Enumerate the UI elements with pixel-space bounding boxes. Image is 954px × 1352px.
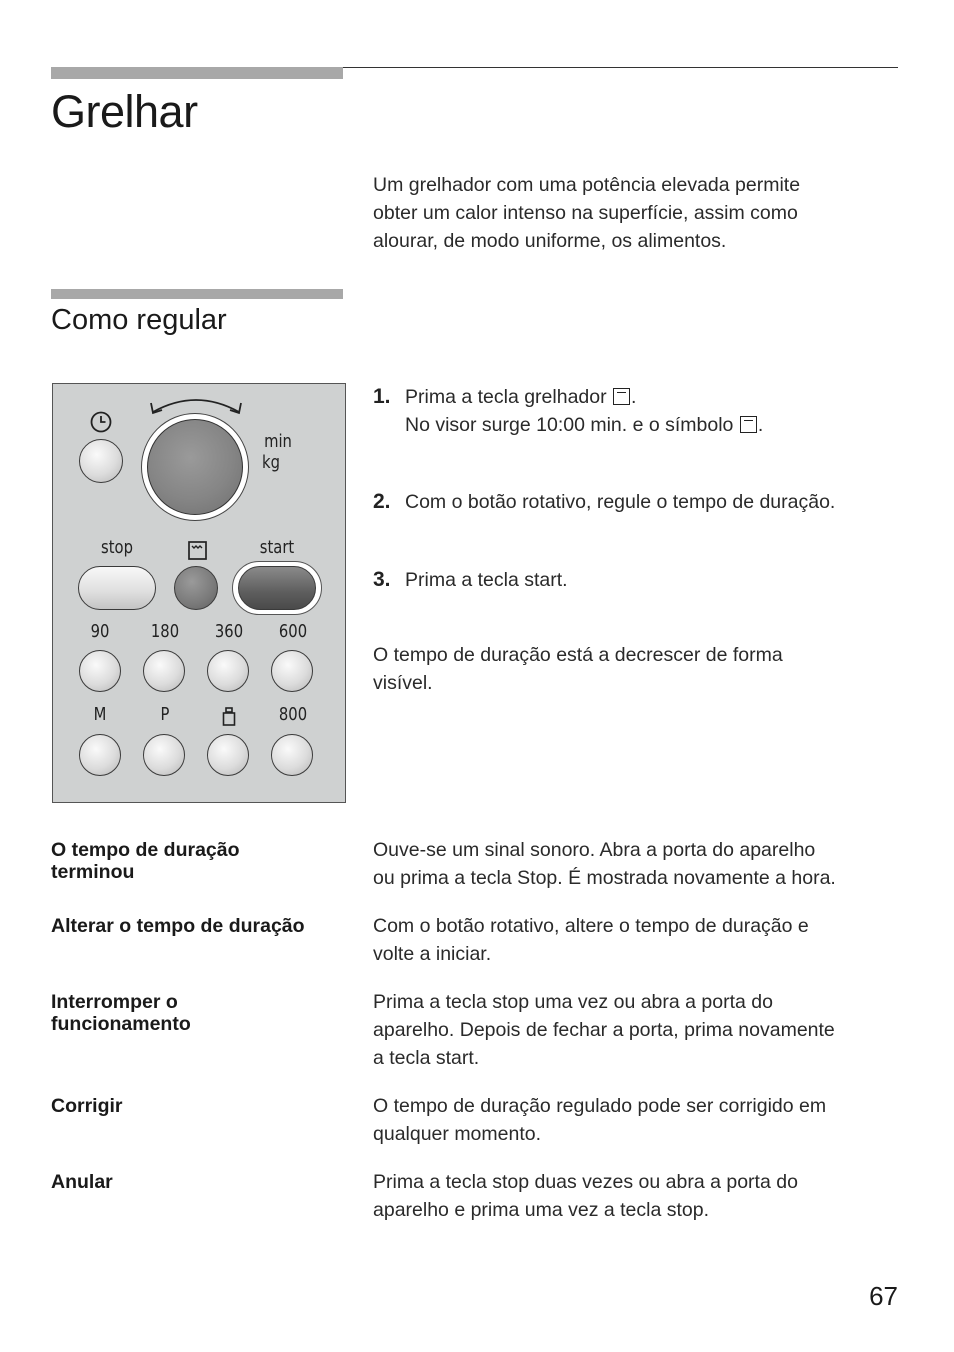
control-panel [52,383,346,803]
text-line: Prima a tecla stop uma vez ou abra a porta do [373,991,773,1013]
info-label [51,839,351,883]
page-title: Grelhar [51,86,198,137]
header-rule [343,67,898,68]
grill-button[interactable] [174,566,218,610]
countdown-line: visível. [373,672,433,694]
clock-icon [89,410,113,434]
step-text: Com o botão rotativo, regule o tempo de duração. [405,491,836,513]
label-line: funcionamento [51,1013,191,1035]
text-line: a tecla start. [373,1047,480,1069]
step-number: 2. [373,490,391,513]
weight-icon [222,707,236,727]
text-line: Com o botão rotativo, altere o tempo de duração e [373,915,809,937]
memory-label: M [93,704,107,725]
text-line: aparelho. Depois de fechar a porta, prima novamente [373,1019,835,1041]
info-text [373,988,913,1072]
clock-button[interactable] [79,439,123,483]
intro-line: Um grelhador com uma potência elevada permite [373,174,801,196]
step-line: No visor surge 10:00 min. e o símbolo [405,414,734,436]
label-line: Alterar o tempo de duração [51,915,305,937]
memory-button[interactable] [79,734,121,776]
intro-paragraph [373,171,903,255]
label-line: O tempo de duração [51,839,240,861]
program-button[interactable] [143,734,185,776]
text-line: Prima a tecla stop duas vezes ou abra a porta do [373,1171,798,1193]
rotary-knob[interactable] [147,419,243,515]
stop-label: stop [101,537,133,558]
step-line-end: . [631,386,637,408]
info-label [51,991,351,1035]
step-line: Prima a tecla grelhador [405,386,607,408]
step-1 [373,383,903,439]
step-3 [373,566,903,594]
label-line: Corrigir [51,1095,123,1117]
power-90-label: 90 [90,621,110,642]
power-180-label: 180 [150,621,180,642]
countdown-note [373,641,903,697]
step-line-end: . [757,414,764,436]
start-button[interactable] [238,566,316,610]
power-180-button[interactable] [143,650,185,692]
kg-label: kg [262,452,280,473]
info-text [373,1092,913,1148]
text-line: O tempo de duração regulado pode ser corrigido em [373,1095,827,1117]
grill-symbol-icon [740,416,757,433]
step-number: 1. [373,385,391,408]
text-line: ou prima a tecla Stop. É mostrada novamente a hora. [373,867,836,889]
start-label: start [259,537,295,558]
text-line: qualquer momento. [373,1123,542,1145]
info-text [373,1168,913,1224]
text-line: Ouve-se um sinal sonoro. Abra a porta do aparelho [373,839,816,861]
power-360-label: 360 [214,621,244,642]
intro-line: alourar, de modo uniforme, os alimentos. [373,230,727,252]
label-line: Anular [51,1171,113,1193]
step-number: 3. [373,568,391,591]
section-bar [51,289,343,299]
power-600-button[interactable] [271,650,313,692]
grill-icon [188,541,207,560]
title-bar [51,67,343,79]
label-line: terminou [51,861,135,883]
text-line: volte a iniciar. [373,943,492,965]
power-600-label: 600 [278,621,308,642]
info-text [373,912,913,968]
info-label [51,915,361,937]
step-text: Prima a tecla start. [405,569,568,591]
power-800-label: 800 [278,704,308,725]
min-label: min [264,431,292,452]
info-text [373,836,913,892]
program-label: P [160,704,170,725]
power-90-button[interactable] [79,650,121,692]
weight-button[interactable] [207,734,249,776]
page-number: 67 [869,1281,898,1311]
section-title: Como regular [51,304,227,336]
info-label [51,1095,351,1117]
countdown-line: O tempo de duração está a decrescer de forma [373,644,783,666]
intro-line: obter um calor intenso na superfície, assim como [373,202,798,224]
info-label [51,1171,351,1193]
step-2 [373,488,933,516]
label-line: Interromper o [51,991,178,1013]
power-360-button[interactable] [207,650,249,692]
step-text [405,383,763,439]
text-line: aparelho e prima uma vez a tecla stop. [373,1199,710,1221]
grill-symbol-icon [613,388,630,405]
power-800-button[interactable] [271,734,313,776]
stop-button[interactable] [78,566,156,610]
